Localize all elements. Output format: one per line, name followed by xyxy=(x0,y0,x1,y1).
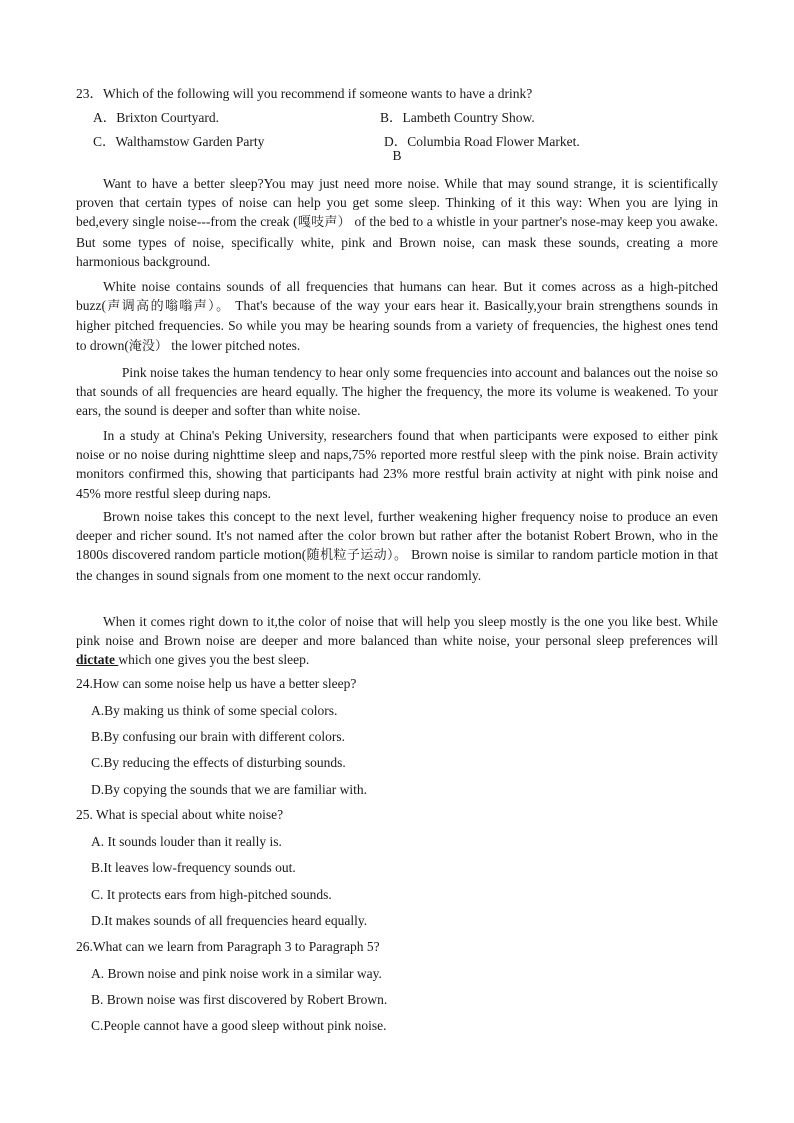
p6-text-2: which one gives you the best sleep. xyxy=(118,652,310,668)
p5-text-1: Brown noise takes this concept to the next level, further weakening higher frequency noise to produce an even deeper and richer sound. It's not named after the color brown but rather after the botanist Robert Brown, who in the 1800s discovered random particle motion( xyxy=(76,509,718,563)
q23-option-d: D．Columbia Road Flower Market. xyxy=(384,134,580,149)
passage-letter: B xyxy=(392,148,402,163)
q23-stem: 23．Which of the following will you recommend if someone wants to have a drink? xyxy=(76,86,533,101)
q24-stem: 24.How can some noise help us have a better sleep? xyxy=(76,676,357,691)
q26-option-c: C.People cannot have a good sleep without pink noise. xyxy=(91,1018,387,1033)
q24-option-b: B.By confusing our brain with different colors. xyxy=(91,729,345,744)
paragraph-5 xyxy=(76,507,718,585)
q25-option-c: C. It protects ears from high-pitched sounds. xyxy=(91,887,332,902)
paragraph-3: Pink noise takes the human tendency to hear only some frequencies into account and balances out the noise so that sounds of all frequencies are heard equally. The higher the frequency, the more its volume is weakened. To your ears, the sound is deeper and softer than white noise. xyxy=(76,365,718,419)
paragraph-2 xyxy=(76,277,718,356)
p6-keyword-dictate: dictate xyxy=(76,652,119,668)
q25-option-b: B.It leaves low-frequency sounds out. xyxy=(91,860,296,875)
q23-option-c: C．Walthamstow Garden Party xyxy=(93,134,265,149)
q24-option-a: A.By making us think of some special colors. xyxy=(91,703,338,718)
p2-text-3: the lower pitched notes. xyxy=(167,337,301,353)
p1-text-2: of the bed to a whistle in your partner's nose-may keep you awake. But some types of noise, specifically white, pink and Brown noise, can mask these sounds, creating a more harmonious background. xyxy=(76,214,718,269)
q24-option-c: C.By reducing the effects of disturbing sounds. xyxy=(91,755,346,770)
q26-stem: 26.What can we learn from Paragraph 3 to Paragraph 5? xyxy=(76,939,380,954)
p6-text-1: When it comes right down to it,the color of noise that will help you sleep mostly is the one you like best. While pink noise and Brown noise are deeper and more balanced than white noise, your personal sleep preferences will xyxy=(76,614,718,649)
q23-option-b: B．Lambeth Country Show. xyxy=(380,110,535,125)
p2-text-2: That's because of the way your ears hear it. Basically,your brain strengthens sounds in higher pitched frequencies. So while you may be hearing sounds from a variety of frequencies, the highest ones tend to drown( xyxy=(76,298,718,353)
p2-chinese-2: 淹没） xyxy=(128,338,168,354)
q26-option-a: A. Brown noise and pink noise work in a similar way. xyxy=(91,966,382,981)
paragraph-4: In a study at China's Peking University, researchers found that when participants were exposed to either pink noise or no noise during nighttime sleep and naps,75% reported more restful sleep with the pink noise. Brain activity monitors confirmed this, showing that participants had 23% more restful brain activity at night with pink noise and 45% more restful sleep during naps. xyxy=(76,428,718,501)
q25-option-a: A. It sounds louder than it really is. xyxy=(91,834,282,849)
p2-text-1: White noise contains sounds of all frequencies that humans can hear. But it comes across as a high-pitched buzz( xyxy=(76,279,718,314)
paragraph-6 xyxy=(76,612,718,670)
q23-option-a: A．Brixton Courtyard. xyxy=(93,110,219,125)
p2-chinese-1: 声调高的嗡嗡声）。 xyxy=(105,299,231,315)
p5-text-2: Brown noise is similar to random particle motion in that the changes in sound signals from one moment to the next occur randomly. xyxy=(76,547,718,583)
paragraph-1 xyxy=(76,174,718,271)
q26-option-b: B. Brown noise was first discovered by Robert Brown. xyxy=(91,992,388,1007)
q25-option-d: D.It makes sounds of all frequencies heard equally. xyxy=(91,913,368,928)
p5-chinese-1: 随机粒子运动）。 xyxy=(306,548,408,564)
p1-chinese-1: 嘎吱声） xyxy=(297,215,351,231)
q24-option-d: D.By copying the sounds that we are familiar with. xyxy=(91,782,367,797)
p1-text-1: Want to have a better sleep?You may just need more noise. While that may sound strange, it is scientifically proven that certain types of noise can help you get some sleep. Thinking of it this way: When you are lying in bed,every single noise---from the creak ( xyxy=(76,176,718,230)
q25-stem: 25. What is special about white noise? xyxy=(76,807,284,822)
